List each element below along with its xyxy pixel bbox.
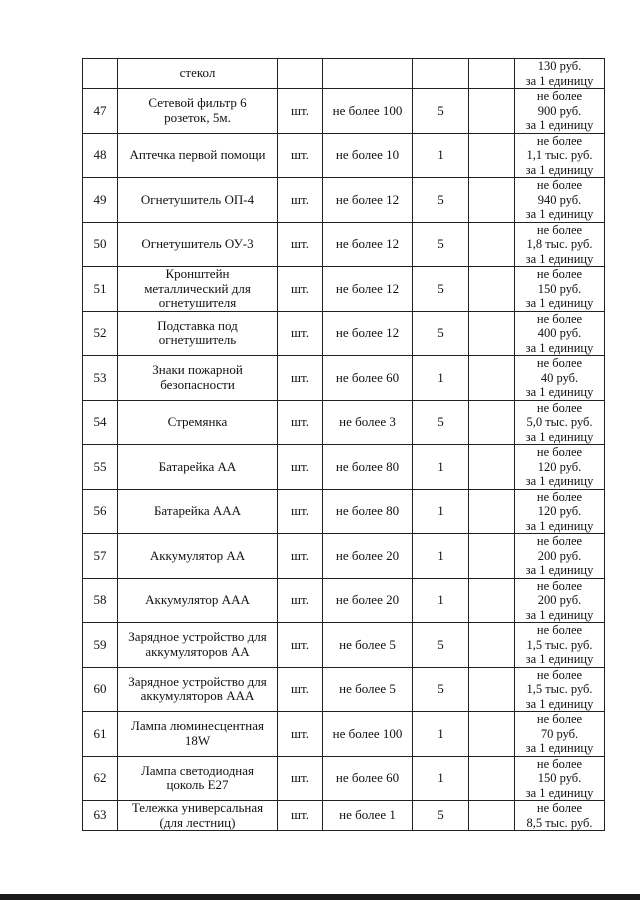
cell-price [515, 59, 605, 89]
cell-blank [469, 178, 515, 223]
cell-freq: 5 [413, 400, 469, 445]
table-row [83, 578, 605, 623]
cell-price [515, 534, 605, 579]
cell-qty: не более 5 [323, 667, 413, 712]
cell-price [515, 489, 605, 534]
price-line: за 1 единицу [525, 207, 594, 221]
price-line: 8,5 тыс. руб. [526, 815, 593, 830]
cell-name [118, 133, 278, 178]
cell-blank [469, 222, 515, 267]
price-line: не более [536, 311, 583, 326]
cell-name [118, 89, 278, 134]
price-line: не более [536, 712, 583, 726]
cell-price [515, 712, 605, 757]
price-line: не более [536, 489, 583, 504]
cell-blank [469, 445, 515, 490]
cell-name [118, 445, 278, 490]
name-line: Лампа светодиодная [140, 762, 255, 778]
price-line: за 1 единицу [525, 340, 594, 355]
cell-blank [469, 400, 515, 445]
price-line: 1,5 тыс. руб. [526, 637, 593, 652]
cell-num: 47 [83, 89, 118, 134]
price-line: не более [536, 222, 583, 237]
name-line: безопасности [160, 376, 235, 392]
cell-num: 60 [83, 667, 118, 712]
name-line: Стремянка [167, 414, 228, 429]
cell-qty: не более 12 [323, 267, 413, 312]
cell-price [515, 667, 605, 712]
name-line: огнетушителя [158, 295, 237, 310]
cell-name [118, 623, 278, 668]
cell-unit: шт. [278, 667, 323, 712]
cell-unit: шт. [278, 801, 323, 831]
price-line: не более [536, 400, 583, 415]
cell-unit: шт. [278, 89, 323, 134]
cell-freq: 5 [413, 311, 469, 356]
price-line: не более [536, 801, 583, 815]
cell-qty: не более 20 [323, 578, 413, 623]
cell-freq: 1 [413, 133, 469, 178]
cell-qty: не более 100 [323, 712, 413, 757]
price-line: не более [536, 267, 583, 281]
price-line: за 1 единицу [525, 162, 594, 177]
price-line: 150 руб. [537, 771, 582, 785]
price-line: 200 руб. [537, 548, 582, 563]
items-table-body [83, 59, 605, 831]
price-line: за 1 единицу [525, 607, 594, 622]
name-line: Огнетушитель ОУ-3 [141, 236, 254, 251]
cell-freq: 1 [413, 445, 469, 490]
cell-freq: 5 [413, 89, 469, 134]
price-line: за 1 единицу [525, 251, 594, 266]
price-line: 120 руб. [537, 459, 582, 474]
cell-freq: 5 [413, 667, 469, 712]
price-line: 120 руб. [537, 504, 582, 518]
cell-freq: 5 [413, 222, 469, 267]
price-line: за 1 единицу [525, 741, 594, 755]
cell-blank [469, 59, 515, 89]
name-line: розеток, 5м. [164, 109, 231, 125]
price-line: за 1 единицу [525, 385, 594, 399]
cell-qty: не более 12 [323, 222, 413, 267]
name-line: Аккумулятор ААА [145, 592, 250, 607]
cell-name [118, 222, 278, 267]
cell-unit: шт. [278, 311, 323, 356]
name-line: аккумуляторов АА [145, 643, 250, 659]
cell-qty: не более 10 [323, 133, 413, 178]
cell-price [515, 267, 605, 312]
cell-blank [469, 623, 515, 668]
price-line: за 1 единицу [525, 296, 594, 310]
cell-unit: шт. [278, 133, 323, 178]
cell-blank [469, 578, 515, 623]
cell-unit: шт. [278, 623, 323, 668]
table-row [83, 801, 605, 831]
cell-num: 55 [83, 445, 118, 490]
cell-num: 58 [83, 578, 118, 623]
cell-price [515, 356, 605, 401]
cell-freq: 5 [413, 178, 469, 223]
cell-blank [469, 489, 515, 534]
name-line: огнетушитель [158, 332, 237, 348]
cell-qty: не более 60 [323, 356, 413, 401]
cell-price [515, 133, 605, 178]
table-row [83, 400, 605, 445]
price-line: не более [536, 578, 583, 593]
cell-unit: шт. [278, 712, 323, 757]
name-line: Батарейка АА [158, 458, 237, 474]
cell-price [515, 222, 605, 267]
cell-name [118, 756, 278, 801]
table-row [83, 356, 605, 401]
cell-freq: 5 [413, 623, 469, 668]
cell-num: 53 [83, 356, 118, 401]
cell-name [118, 534, 278, 579]
cell-freq: 1 [413, 489, 469, 534]
cell-blank [469, 311, 515, 356]
table-row [83, 311, 605, 356]
cell-name [118, 667, 278, 712]
cell-qty: не более 60 [323, 756, 413, 801]
cell-name [118, 356, 278, 401]
cell-blank [469, 356, 515, 401]
price-line: не более [536, 89, 583, 103]
table-row-partial [83, 59, 605, 89]
cell-qty: не более 5 [323, 623, 413, 668]
table-row [83, 178, 605, 223]
cell-freq: 1 [413, 356, 469, 401]
price-line: за 1 единицу [525, 429, 594, 444]
cell-price [515, 801, 605, 831]
cell-unit: шт. [278, 400, 323, 445]
price-line: 1,8 тыс. руб. [526, 237, 593, 251]
cell-unit: шт. [278, 356, 323, 401]
price-line: 940 руб. [537, 192, 582, 207]
cell-num: 56 [83, 489, 118, 534]
name-line: Знаки пожарной [152, 362, 243, 378]
cell-qty: не более 12 [323, 178, 413, 223]
cell-unit: шт. [278, 489, 323, 534]
cell-unit [278, 59, 323, 89]
table-row [83, 756, 605, 801]
price-line: 200 руб. [537, 593, 582, 607]
table-row [83, 667, 605, 712]
name-line: Батарейка ААА [153, 503, 242, 518]
cell-price [515, 578, 605, 623]
cell-name [118, 578, 278, 623]
price-line: 130 руб. [537, 59, 582, 73]
cell-price [515, 89, 605, 134]
cell-qty: не более 80 [323, 445, 413, 490]
cell-freq: 1 [413, 756, 469, 801]
price-line: 150 руб. [537, 281, 582, 296]
cell-freq: 1 [413, 578, 469, 623]
table-row [83, 489, 605, 534]
cell-unit: шт. [278, 445, 323, 490]
name-line: Огнетушитель ОП-4 [140, 191, 255, 207]
cell-freq: 5 [413, 801, 469, 831]
price-line: не более [536, 623, 583, 637]
cell-name [118, 801, 278, 831]
cell-unit: шт. [278, 578, 323, 623]
cell-blank [469, 712, 515, 757]
price-line: 70 руб. [540, 726, 579, 741]
cell-num: 59 [83, 623, 118, 668]
price-line: за 1 единицу [525, 518, 594, 533]
cell-qty: не более 1 [323, 801, 413, 831]
cell-unit: шт. [278, 178, 323, 223]
page-bottom-edge [0, 894, 640, 900]
price-line: за 1 единицу [525, 474, 594, 488]
cell-price [515, 178, 605, 223]
cell-price [515, 623, 605, 668]
cell-blank [469, 534, 515, 579]
cell-num: 48 [83, 133, 118, 178]
table-row [83, 267, 605, 312]
name-line: Сетевой фильтр 6 [148, 95, 247, 111]
table-row [83, 712, 605, 757]
cell-price [515, 311, 605, 356]
name-line: Кронштейн [165, 266, 230, 281]
name-line: Зарядное устройство для [128, 629, 267, 645]
price-line: 1,5 тыс. руб. [526, 682, 593, 696]
name-line: (для лестниц) [159, 814, 236, 830]
cell-freq: 1 [413, 534, 469, 579]
cell-qty: не более 100 [323, 89, 413, 134]
cell-blank [469, 89, 515, 134]
cell-num: 52 [83, 311, 118, 356]
price-line: за 1 единицу [525, 652, 594, 666]
cell-blank [469, 801, 515, 831]
price-line: за 1 единицу [525, 118, 594, 132]
price-line: за 1 единицу [525, 785, 594, 800]
name-line: Аптечка первой помощи [129, 147, 266, 162]
name-line: Тележка универсальная [131, 800, 264, 815]
name-line: Зарядное устройство для [128, 673, 267, 689]
cell-unit: шт. [278, 534, 323, 579]
price-line: за 1 единицу [525, 563, 594, 577]
name-line: металлический для [144, 280, 251, 296]
cell-blank [469, 267, 515, 312]
cell-num: 61 [83, 712, 118, 757]
cell-num: 57 [83, 534, 118, 579]
cell-unit: шт. [278, 222, 323, 267]
cell-num [83, 59, 118, 89]
name-line: цоколь Е27 [166, 777, 229, 793]
price-line: за 1 единицу [525, 73, 594, 88]
price-line: не более [536, 756, 583, 771]
table-row [83, 133, 605, 178]
cell-blank [469, 133, 515, 178]
cell-blank [469, 667, 515, 712]
price-line: 5,0 тыс. руб. [526, 415, 593, 429]
cell-num: 50 [83, 222, 118, 267]
cell-price [515, 756, 605, 801]
cell-unit: шт. [278, 267, 323, 312]
cell-qty: не более 12 [323, 311, 413, 356]
cell-qty: не более 80 [323, 489, 413, 534]
cell-qty: не более 20 [323, 534, 413, 579]
table-row [83, 445, 605, 490]
price-line: не более [536, 133, 583, 148]
price-line: за 1 единицу [525, 696, 594, 711]
price-line: не более [536, 178, 583, 192]
price-line: не более [536, 667, 583, 682]
table-row [83, 534, 605, 579]
cell-name [118, 267, 278, 312]
cell-num: 62 [83, 756, 118, 801]
table-row [83, 222, 605, 267]
name-line: Подставка под [157, 317, 238, 333]
name-line: 18W [184, 732, 211, 748]
cell-freq [413, 59, 469, 89]
cell-blank [469, 756, 515, 801]
cell-name [118, 489, 278, 534]
price-line: не более [536, 356, 583, 370]
cell-freq: 5 [413, 267, 469, 312]
cell-unit: шт. [278, 756, 323, 801]
cell-num: 51 [83, 267, 118, 312]
price-line: 400 руб. [537, 326, 582, 340]
price-line: не более [536, 534, 583, 548]
price-line: 40 руб. [540, 370, 579, 385]
cell-price [515, 400, 605, 445]
price-line: 900 руб. [537, 103, 582, 118]
cell-name [118, 712, 278, 757]
cell-qty [323, 59, 413, 89]
name-line: Лампа люминесцентная [131, 718, 264, 734]
cell-name [118, 400, 278, 445]
cell-name [118, 311, 278, 356]
cell-num: 63 [83, 801, 118, 831]
items-table [82, 58, 605, 831]
table-row [83, 89, 605, 134]
cell-price [515, 445, 605, 490]
cell-name [118, 178, 278, 223]
name-line: Аккумулятор АА [149, 547, 246, 563]
cell-name: стекол [118, 59, 278, 89]
cell-qty: не более 3 [323, 400, 413, 445]
table-row [83, 623, 605, 668]
cell-num: 49 [83, 178, 118, 223]
cell-num: 54 [83, 400, 118, 445]
name-line: аккумуляторов ААА [140, 688, 255, 704]
price-line: 1,1 тыс. руб. [526, 148, 593, 162]
cell-freq: 1 [413, 712, 469, 757]
price-line: не более [536, 445, 583, 459]
